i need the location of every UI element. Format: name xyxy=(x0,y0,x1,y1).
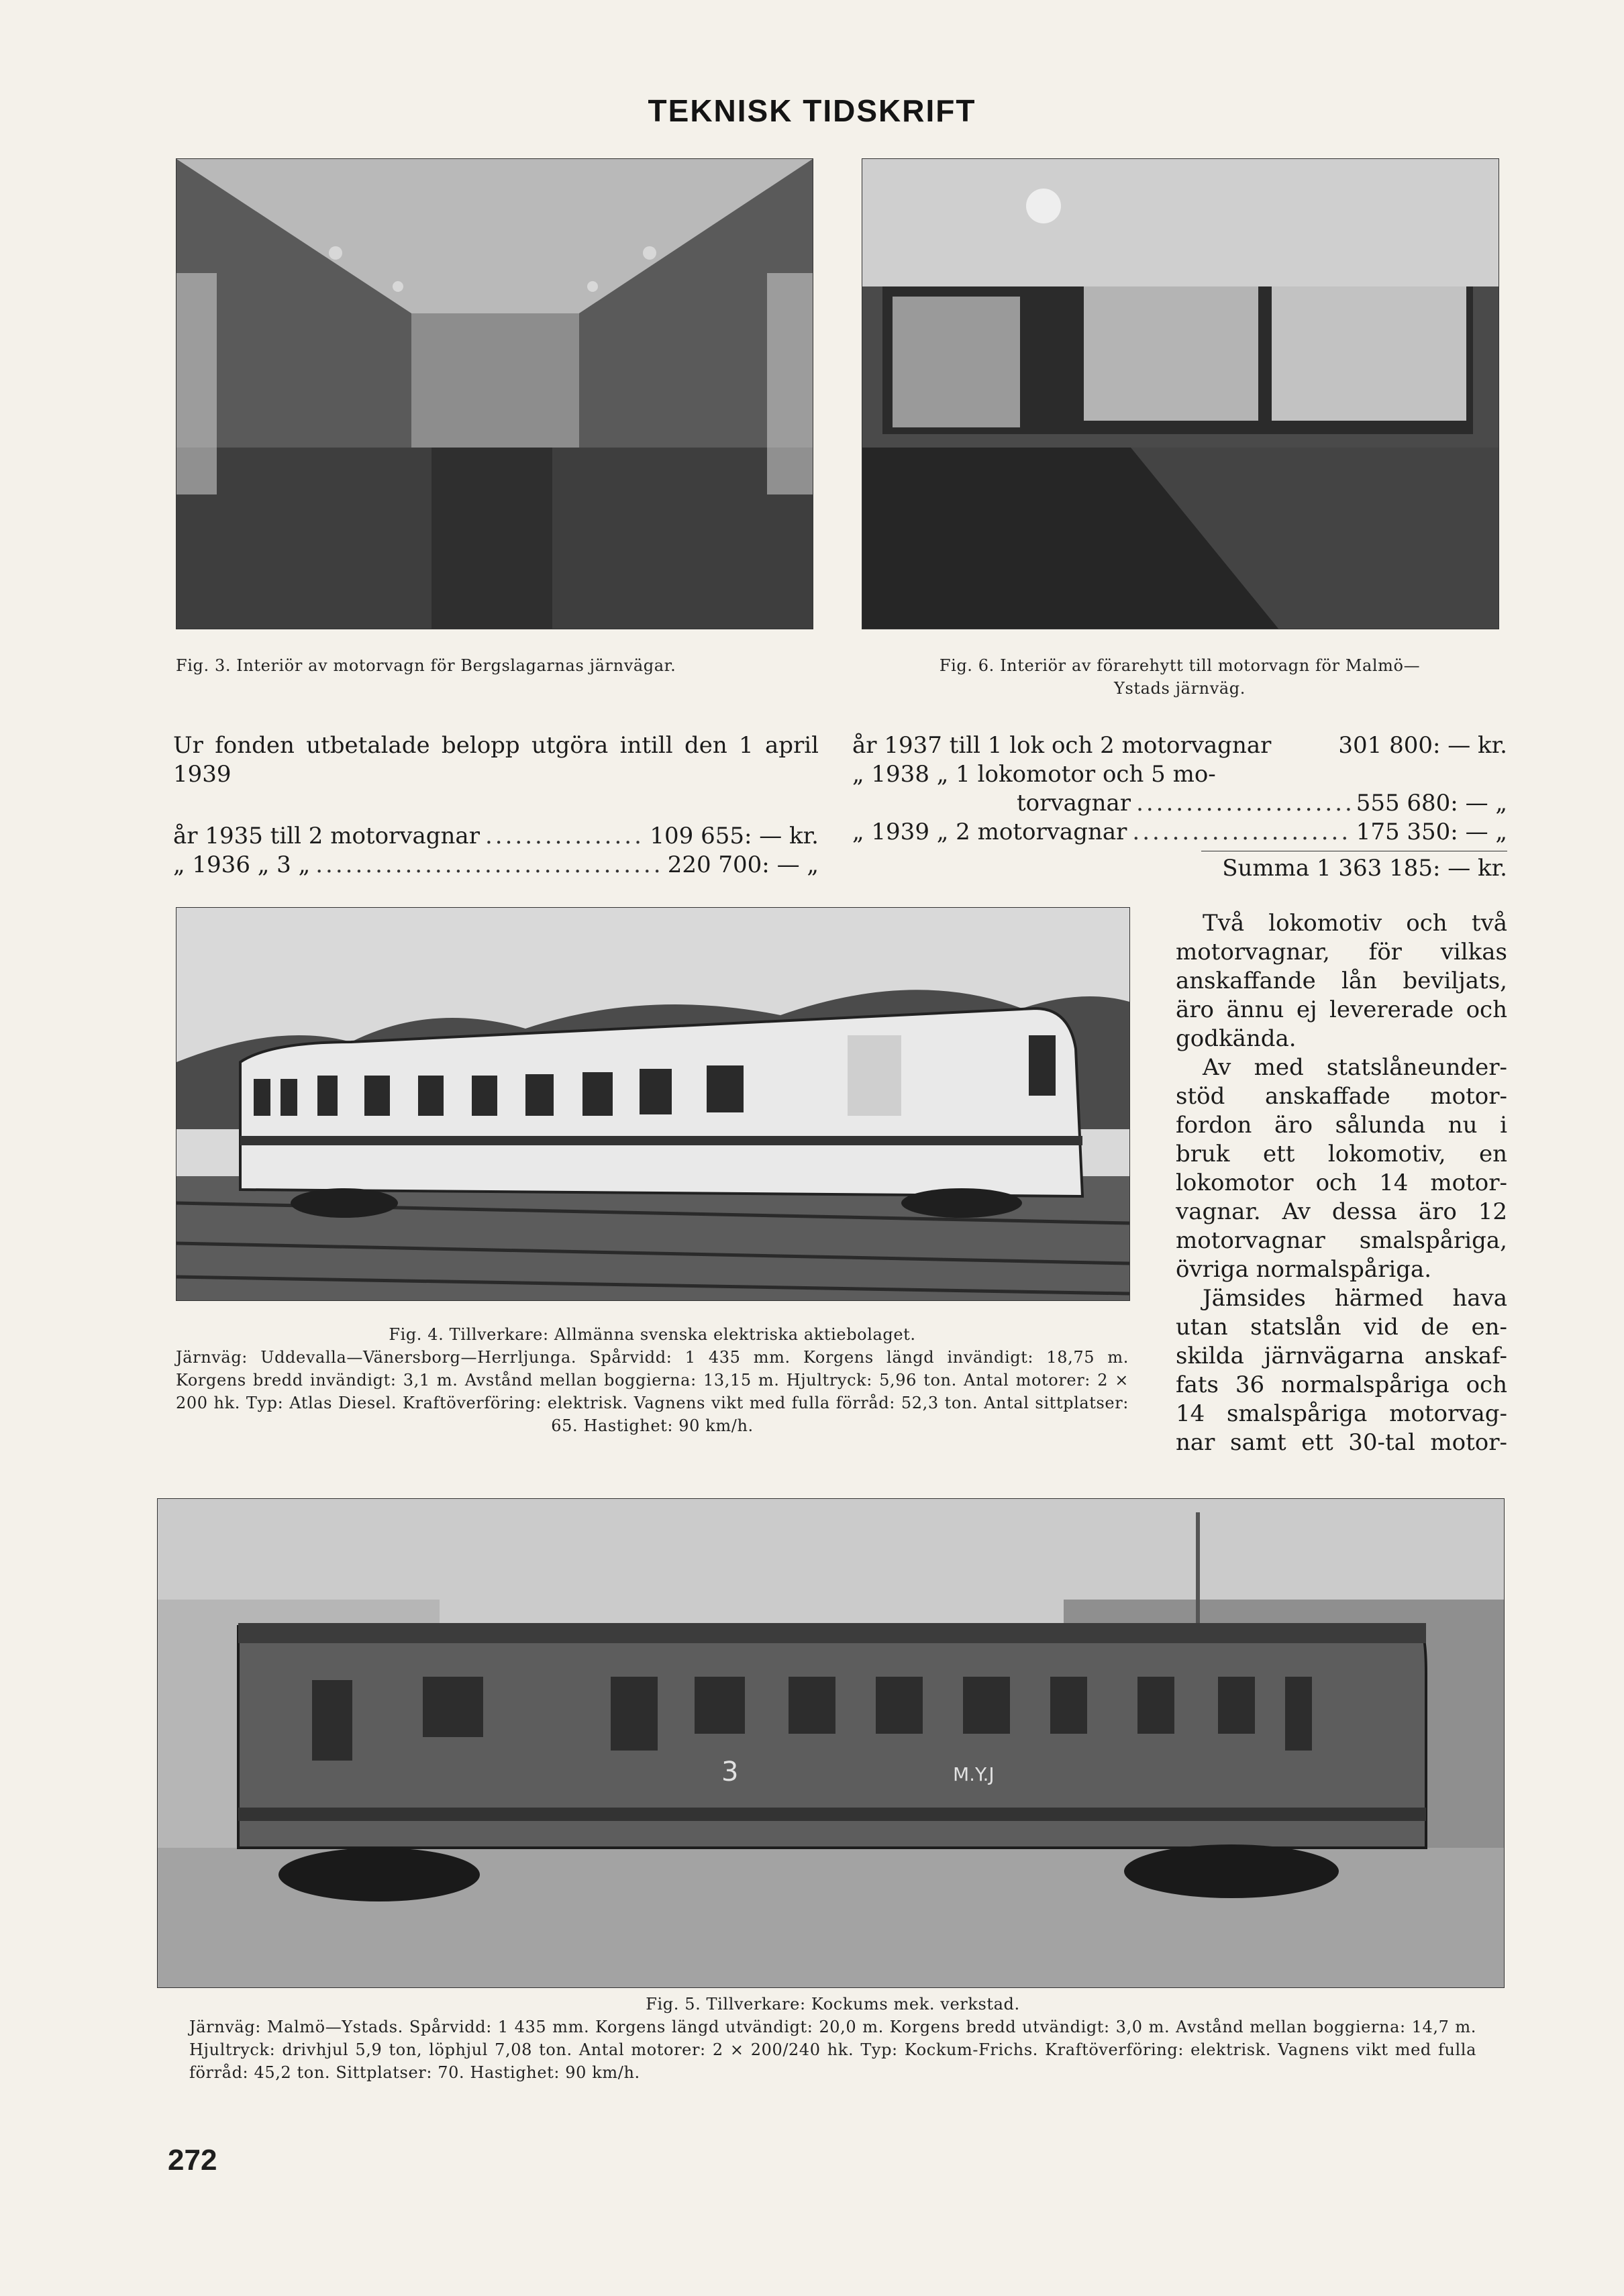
side-line: skilda järnvägarna anskaf- xyxy=(1176,1343,1507,1369)
payment-amount: 175 350: — „ xyxy=(1356,819,1507,845)
fig3-caption: Fig. 3. Interiör av motorvagn för Bergslagarnas järnvägar. xyxy=(176,656,676,675)
side-line: 14 smalspåriga motorvag- xyxy=(1176,1400,1507,1427)
side-line: fats 36 normalspåriga och xyxy=(1176,1371,1507,1398)
payment-amount: 555 680: — „ xyxy=(1356,790,1507,817)
fig5-caption xyxy=(189,1993,1476,2084)
payment-label: år 1935 till 2 motorvagnar xyxy=(173,823,480,849)
payment-sum-row xyxy=(852,854,1507,883)
fig6-caption xyxy=(862,654,1498,700)
side-line: Jämsides härmed hava xyxy=(1203,1285,1507,1312)
left-payments xyxy=(173,822,819,880)
side-line: lokomotor och 14 motor- xyxy=(1176,1169,1507,1196)
masthead: TEKNISK TIDSKRIFT xyxy=(648,93,976,128)
side-line: övriga normalspåriga. xyxy=(1176,1256,1432,1283)
side-line: äro ännu ej levererade och xyxy=(1176,996,1507,1023)
payment-amount: 220 700: — „ xyxy=(667,851,819,878)
side-line: nar samt ett 30-tal motor- xyxy=(1176,1429,1507,1456)
side-line: godkända. xyxy=(1176,1025,1297,1052)
side-column-text xyxy=(1176,909,1507,1457)
payment-amount: 109 655: — kr. xyxy=(650,823,819,849)
fig4-caption-details: Järnväg: Uddevalla—Vänersborg—Herrljunga. Spårvidd: 1 435 mm. Korgens längd invändigt: 18,75 m. Korgens bredd invändigt: 3,1 m. Avstånd mellan boggierna: 13,15 m. Hjultryck: 5,96 ton. Antal motorer: 2 × 200 hk. Typ: Atlas Diesel. Kraftöverföring: elektrisk. Vagnens vikt med fulla förråd: 52,3 ton. Antal sittplatser: 65. Hastighet: 90 km/h. xyxy=(176,1348,1129,1435)
side-line: motorvagnar, för vilkas xyxy=(1176,939,1507,966)
fig5-caption-title: Fig. 5. Tillverkare: Kockums mek. verkstad. xyxy=(646,1995,1020,2014)
side-line: Två lokomotiv och två xyxy=(1203,910,1507,937)
fig5-photo-railcar xyxy=(157,1498,1505,1988)
fig4-caption xyxy=(176,1323,1129,1437)
fig4-photo-railcar xyxy=(176,907,1130,1301)
car-number: 3 xyxy=(721,1757,739,1787)
fig5-caption-details: Järnväg: Malmö—Ystads. Spårvidd: 1 435 mm. Korgens längd utvändigt: 20,0 m. Korgens bredd utvändigt: 3,0 m. Avstånd mellan boggierna: 14,7 m. Hjultryck: drivhjul 5,9 ton, löphjul 7,08 ton. Antal motorer: 2 × 200/240 hk. Typ: Kockum-Frichs. Kraftöverföring: elektrisk. Vagnens vikt med fulla förråd: 45,2 ton. Sittplatser: 70. Hastighet: 90 km/h. xyxy=(189,2018,1476,2082)
payment-row-1938-cont xyxy=(852,789,1507,818)
payment-row-1939 xyxy=(852,818,1507,847)
payment-label: „ 1938 „ 1 lokomotor och 5 mo- xyxy=(852,761,1216,788)
payment-label: „ 1936 „ 3 „ xyxy=(173,851,311,878)
fig6-photo-driver-cab xyxy=(862,158,1499,629)
side-line: utan statslån vid de en- xyxy=(1176,1314,1507,1341)
fig3-photo-carriage-interior xyxy=(176,158,813,629)
payment-row-1935 xyxy=(173,822,819,851)
payment-row-1936 xyxy=(173,851,819,880)
side-line: bruk ett lokomotiv, en xyxy=(1176,1141,1507,1167)
page-number: 272 xyxy=(168,2144,217,2177)
payment-row-1937 xyxy=(852,731,1507,760)
side-line: fordon äro sålunda nu i xyxy=(1176,1112,1507,1139)
fig6-caption-line2: Ystads järnväg. xyxy=(1114,679,1246,698)
right-payments xyxy=(852,731,1507,883)
fig6-caption-line1: Fig. 6. Interiör av förarehytt till motorvagn för Malmö— xyxy=(939,656,1421,675)
side-line: vagnar. Av dessa äro 12 xyxy=(1176,1198,1507,1225)
payment-label: år 1937 till 1 lok och 2 motorvagnar xyxy=(852,732,1272,759)
car-owner: M.Y.J xyxy=(953,1763,995,1785)
side-line: motorvagnar smalspåriga, xyxy=(1176,1227,1507,1254)
fig4-caption-title: Fig. 4. Tillverkare: Allmänna svenska elektriska aktiebolaget. xyxy=(389,1325,916,1344)
side-line: anskaffande lån beviljats, xyxy=(1176,968,1507,994)
payment-label: torvagnar xyxy=(1017,790,1131,817)
payment-label: „ 1939 „ 2 motorvagnar xyxy=(852,819,1127,845)
payment-sum: Summa 1 363 185: — kr. xyxy=(1222,855,1507,882)
side-line: stöd anskaffade motor- xyxy=(1176,1083,1507,1110)
payment-row-1938 xyxy=(852,760,1507,789)
fund-intro: Ur fonden utbetalade belopp utgöra intill den 1 april 1939 xyxy=(173,732,819,788)
side-line: Av med statslåneunder- xyxy=(1203,1054,1507,1081)
payment-amount: 301 800: — kr. xyxy=(1338,732,1507,759)
